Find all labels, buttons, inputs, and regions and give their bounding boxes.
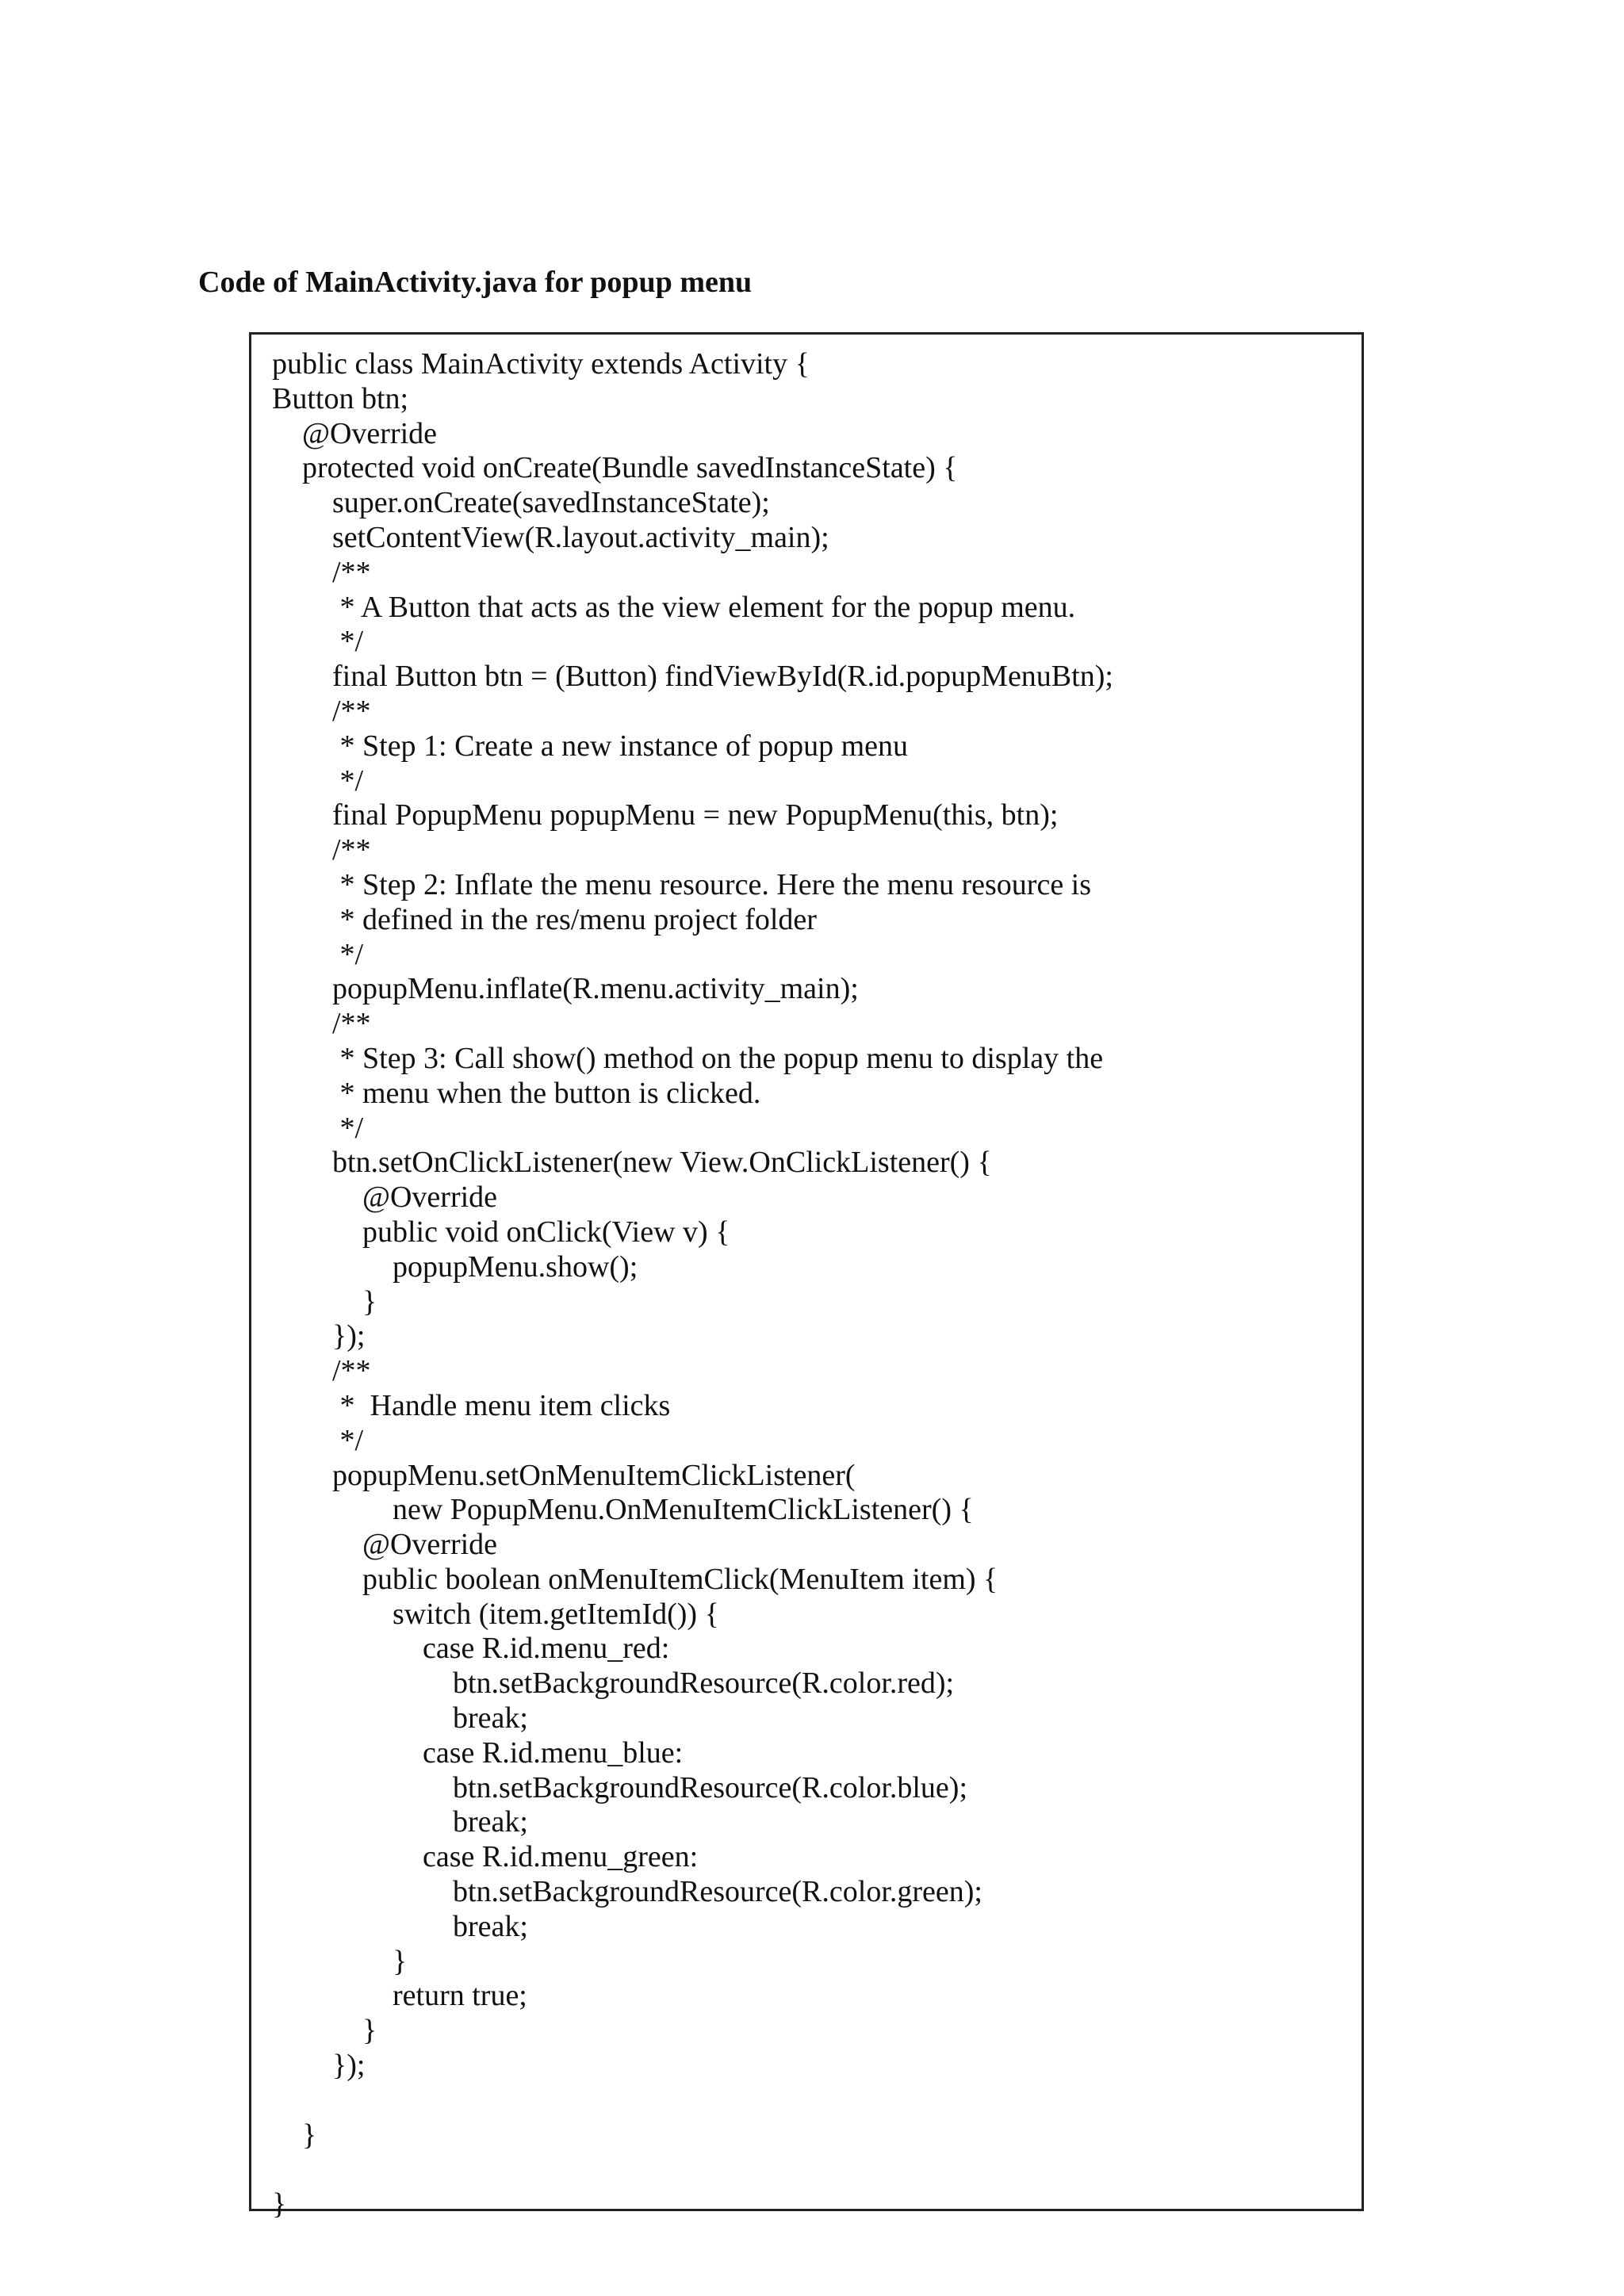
- code-line: final Button btn = (Button) findViewById(R.id.popupMenuBtn);: [272, 660, 1113, 694]
- code-line-blank: [272, 2084, 1113, 2118]
- code-line: * Step 2: Inflate the menu resource. Here the menu resource is: [272, 867, 1092, 901]
- code-line: /**: [272, 1354, 371, 1388]
- code-line: break;: [272, 1701, 528, 1735]
- code-line: case R.id.menu_red:: [272, 1632, 670, 1666]
- code-line: Button btn;: [272, 381, 409, 415]
- code-line: btn.setOnClickListener(new View.OnClickListener() {: [272, 1146, 992, 1180]
- code-line: @Override: [272, 1528, 498, 1562]
- code-line: }: [272, 2014, 377, 2048]
- code-line: super.onCreate(savedInstanceState);: [272, 486, 770, 520]
- code-line: });: [272, 1319, 366, 1353]
- code-line: popupMenu.setOnMenuItemClickListener(: [272, 1458, 856, 1492]
- code-line: @Override: [272, 1181, 498, 1215]
- code-line-blank: [272, 2152, 1113, 2187]
- code-line: /**: [272, 1007, 371, 1041]
- code-line: setContentView(R.layout.activity_main);: [272, 520, 829, 554]
- code-line: /**: [272, 833, 371, 867]
- code-line: */: [272, 937, 364, 971]
- document-heading: Code of MainActivity.java for popup menu: [198, 266, 753, 299]
- code-line: return true;: [272, 1979, 527, 2013]
- code-line: /**: [272, 694, 371, 728]
- code-line: case R.id.menu_blue:: [272, 1735, 684, 1770]
- code-line: */: [272, 1423, 364, 1457]
- code-line: * Step 3: Call show() method on the popup menu to display the: [272, 1041, 1104, 1075]
- code-line: switch (item.getItemId()) {: [272, 1597, 719, 1631]
- code-line: */: [272, 625, 364, 659]
- code-line: public boolean onMenuItemClick(MenuItem item) {: [272, 1562, 998, 1596]
- code-line: public void onClick(View v) {: [272, 1215, 730, 1249]
- code-line: }: [272, 1284, 377, 1318]
- code-line: * defined in the res/menu project folder: [272, 902, 817, 936]
- code-line: protected void onCreate(Bundle savedInstanceState) {: [272, 451, 958, 485]
- code-line: }: [272, 1944, 408, 1978]
- code-line: * Step 1: Create a new instance of popup menu: [272, 729, 909, 763]
- code-line: }: [272, 2187, 287, 2221]
- code-line: */: [272, 1111, 364, 1145]
- code-line: /**: [272, 555, 371, 589]
- code-line: break;: [272, 1805, 528, 1839]
- code-line: });: [272, 2049, 366, 2083]
- code-line: }: [272, 2118, 317, 2152]
- code-line: popupMenu.inflate(R.menu.activity_main);: [272, 972, 859, 1006]
- code-line: @Override: [272, 416, 438, 450]
- code-listing-box: [249, 332, 1364, 2221]
- code-line: break;: [272, 1909, 528, 1943]
- code-line: popupMenu.show();: [272, 1249, 638, 1284]
- code-line: btn.setBackgroundResource(R.color.red);: [272, 1667, 955, 1701]
- code-line: * menu when the button is clicked.: [272, 1076, 761, 1110]
- code-line: public class MainActivity extends Activity {: [272, 347, 810, 381]
- code-line: new PopupMenu.OnMenuItemClickListener() {: [272, 1493, 974, 1527]
- code-line: */: [272, 763, 364, 798]
- code-line: btn.setBackgroundResource(R.color.blue);: [272, 1770, 968, 1804]
- code-line: case R.id.menu_green:: [272, 1840, 699, 1874]
- code-line: final PopupMenu popupMenu = new PopupMenu(this, btn);: [272, 798, 1059, 832]
- code-line: * A Button that acts as the view element for the popup menu.: [272, 590, 1076, 624]
- code-listing: [272, 347, 1113, 2222]
- code-line: btn.setBackgroundResource(R.color.green);: [272, 1875, 982, 1909]
- code-line: * Handle menu item clicks: [272, 1388, 671, 1422]
